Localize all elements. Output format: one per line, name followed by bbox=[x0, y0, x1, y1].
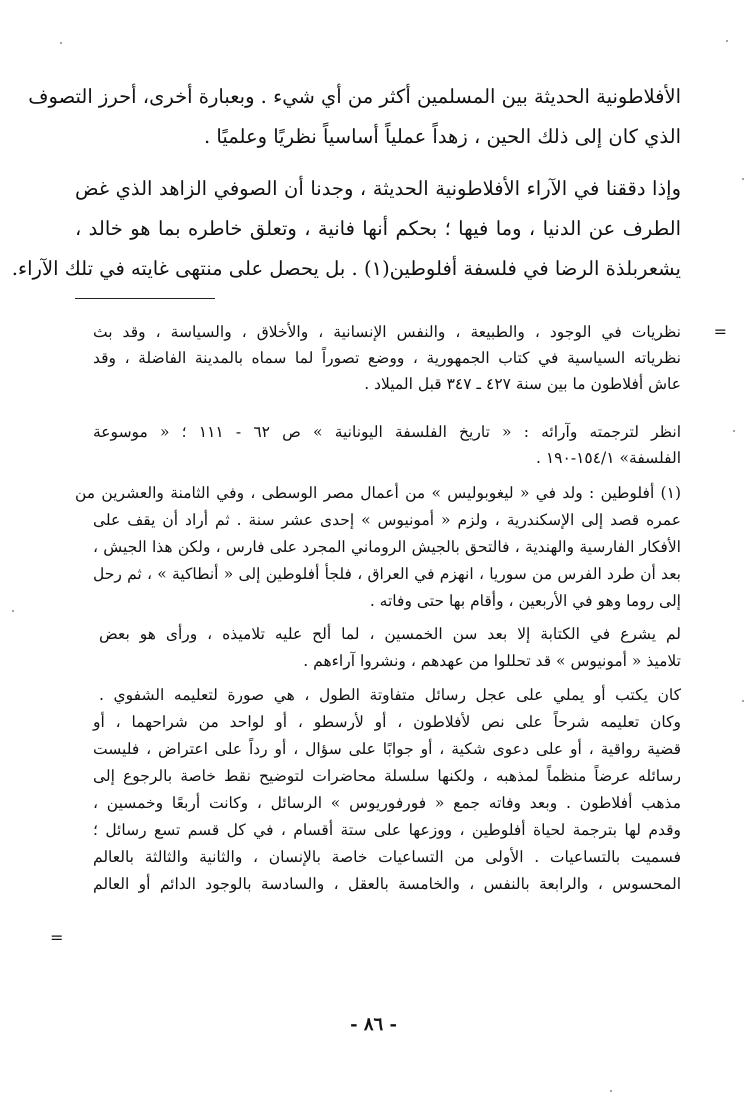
footnote-line: بعد أن طرد الفرس من سوريا ، انهزم في العراق ، فلجأ أفلوطين إلى « أنطاكية » ، ثم رحل bbox=[93, 565, 681, 583]
scan-speck bbox=[610, 1090, 612, 1092]
footnote-line: إلى روما وهو في الأربعين ، وأقام بها حتى وفاته . bbox=[369, 592, 681, 610]
footnote-line: كان يكتب أو يملي على عجل رسائل متفاوتة الطول ، هي صورة لتعليمه الشفوي . bbox=[99, 686, 681, 704]
footnote-line: وقدم لها بترجمة لحياة أفلوطين ، ووزعها على ستة أقسام ، في كل قسم تسع رسائل ؛ bbox=[93, 821, 681, 839]
body-line: الأفلاطونية الحديثة بين المسلمين أكثر من أي شيء . وبعبارة أخرى، أحرز التصوف bbox=[28, 85, 681, 108]
footnote-line: الأفكار الفارسية والهندية ، فالتحق بالجيش الروماني المجرد على فارس ، ولكن هذا الجيش ، bbox=[93, 538, 681, 556]
footnote-line: المحسوس ، والرابعة بالنفس ، والخامسة بالعقل ، والسادسة بالوجود الدائم أو العالم bbox=[93, 875, 681, 893]
footnote-line: (١) أفلوطين : ولد في « ليغوبوليس » من أعمال مصر الوسطى ، وفي الثامنة والعشرين من bbox=[75, 484, 681, 502]
scan-speck bbox=[733, 430, 735, 432]
footnote-line: عمره قصد إلى الإسكندرية ، ولزم « أمونيوس » إحدى عشر سنة . ثم أراد أن يقف على bbox=[93, 511, 681, 529]
scan-speck bbox=[742, 700, 744, 702]
continues-mark: = bbox=[50, 928, 64, 947]
page-number: - ٨٦ - bbox=[350, 1014, 397, 1035]
scan-speck bbox=[742, 178, 744, 180]
continued-mark: = bbox=[713, 322, 727, 341]
footnote-line: الفلسفة» ١٥٤/١-١٩٠ . bbox=[535, 449, 681, 467]
footnote-separator bbox=[75, 298, 215, 299]
scan-speck bbox=[60, 42, 62, 44]
footnote-line: انظر لترجمته وآرائه : « تاريخ الفلسفة اليونانية » ص ٦٢ - ١١١ ؛ « موسوعة bbox=[93, 423, 681, 441]
body-line: الذي كان إلى ذلك الحين ، زهداً عملياً أساسياً نظريًا وعلميًا . bbox=[204, 125, 681, 148]
footnote-line: مذهب أفلاطون . وبعد وفاته جمع « فورفوريوس » الرسائل ، وكانت أربعًا وخمسين ، bbox=[93, 794, 681, 812]
body-line: الطرف عن الدنيا ، وما فيها ؛ بحكم أنها فانية ، وتعلق خاطره بما هو خالد ، bbox=[75, 217, 681, 240]
footnote-line: عاش أفلاطون ما بين سنة ٤٢٧ ـ ٣٤٧ قبل الميلاد . bbox=[364, 375, 681, 393]
footnote-line: وكان تعليمه شرحاً على نص لأفلاطون ، أو لأرسطو ، أو لواحد من شراحهما ، أو bbox=[93, 713, 681, 731]
footnote-line: نظريات في الوجود ، والطبيعة ، والنفس الإنسانية ، والأخلاق ، والسياسة ، وقد بث bbox=[93, 323, 681, 341]
footnote-line: تلاميذ « أمونيوس » قد تحللوا من عهدهم ، ونشروا آراءهم . bbox=[303, 652, 681, 670]
footnote-line: لم يشرع في الكتابة إلا بعد سن الخمسين ، لما ألح عليه تلاميذه ، ورأى هو بعض bbox=[99, 625, 681, 643]
footnote-line: نظرياته السياسية في كتاب الجمهورية ، ووضع تصوراً لما سماه بالمدينة الفاضلة ، وقد bbox=[93, 349, 681, 367]
scan-speck bbox=[726, 40, 728, 42]
footnote-line: فسميت بالتساعيات . الأولى من التساعيات خاصة بالإنسان ، والثانية والثالثة بالعالم bbox=[93, 848, 681, 866]
scan-speck bbox=[12, 610, 14, 612]
body-line: يشعربلذة الرضا في فلسفة أفلوطين(١) . بل يحصل على منتهى غايته في تلك الآراء. bbox=[11, 257, 681, 280]
footnote-line: قضية رواقية ، أو على دعوى شكية ، أو جوابًا على سؤال ، أو رداً على اعتراض ، فليست bbox=[93, 740, 681, 758]
body-line: وإذا دققنا في الآراء الأفلاطونية الحديثة ، وجدنا أن الصوفي الزاهد الذي غض bbox=[75, 177, 681, 200]
footnote-line: رسائله عرضاً منظماً لمذهبه ، ولكنها سلسلة محاضرات لتوضيح نقط خاصة بالرجوع إلى bbox=[93, 767, 681, 785]
